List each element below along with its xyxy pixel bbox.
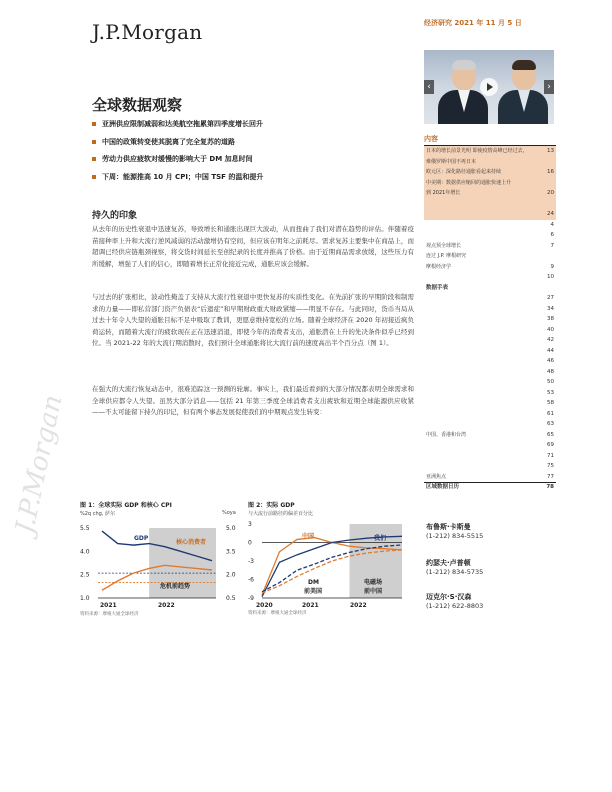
toc-item[interactable]: [424, 304, 556, 315]
report-date: 经济研究 2021 年 11 月 5 日: [424, 19, 522, 27]
toc-item-page: 71: [547, 452, 554, 459]
toc-item-label: 日本的增长前景光明 即使疫情高峰已经过去，: [426, 148, 528, 154]
toc-item-page: 4: [550, 221, 554, 228]
toc-item[interactable]: [424, 335, 556, 346]
analyst-contact: [426, 522, 556, 541]
toc-item[interactable]: [424, 178, 556, 189]
x-tick-label: 2021: [302, 602, 319, 609]
body-paragraph: 从去年的历史性衰退中迅速复苏，导致增长和通胀出现巨大波动，从而扭曲了我们对潜在趋势的评估。伴随着疫苗接种率上升和大流行逆风减弱的活动激增仍有空间，但应该在明年之前耗尽。需求复苏主要集中在商品上，而超调已经供应链瓶颈视察，将交货时间延长至创纪录的长度并推高了价格。由于近期商品需求放缓，这些压力有所缓解，增强了人们的信心，即随着增长正常化接近完成，通胀应该会缓解。: [92, 225, 414, 268]
x-tick-label: 2020: [256, 602, 273, 609]
y2-tick-label: 3.5: [226, 548, 236, 556]
us-series-label: 我们: [374, 535, 387, 542]
toc-item-page: 27: [547, 295, 554, 301]
analyst-name: 约瑟夫·卢普顿: [426, 559, 471, 567]
gdp-series-label: GDP: [134, 535, 149, 542]
toc-item-label: 连过 J.P. 摩根研究: [426, 253, 467, 259]
key-point: 亚洲供应限制减弱和达美航空拖累第四季度增长回升: [92, 120, 412, 129]
figure-1-left-unit: %2q chg, 萨尔: [80, 511, 115, 517]
y-tick-label: 2.5: [80, 571, 90, 579]
toc-item[interactable]: [424, 409, 556, 420]
toc-item[interactable]: [424, 451, 556, 462]
dm-series-label: DM: [308, 579, 319, 586]
em-series-label-line2: 前中国: [364, 588, 383, 595]
jpmorgan-logo: J.P.Morgan: [92, 20, 203, 44]
toc-item-page: 42: [547, 337, 554, 343]
toc-item-label: 亚洲焦点: [426, 473, 447, 480]
toc-item[interactable]: [424, 220, 556, 231]
section-title: 持久的印象: [92, 211, 138, 221]
toc-item-page: 75: [547, 463, 554, 469]
toc-item[interactable]: [424, 377, 556, 388]
toc-item-page: 48: [547, 368, 554, 375]
y-tick-label: -6: [248, 576, 254, 584]
toc-item-label: 中国、香港和台湾: [426, 431, 467, 438]
toc-item-label: 区域数据日历: [426, 484, 460, 490]
toc-item[interactable]: [424, 482, 556, 493]
trend-label: 危机前趋势: [160, 583, 191, 590]
toc-item-page: 77: [547, 473, 554, 480]
toc-item-page: 78: [546, 484, 554, 490]
y2-tick-label: 5.0: [226, 525, 236, 532]
toc-item-page: 61: [547, 410, 554, 417]
toc-item[interactable]: [424, 293, 556, 304]
analyst-contact: [426, 558, 556, 577]
body-paragraph: 在强大的大流行恢复动态中，很难追踪这一预测的轮廓。事实上，我们最近看到的大部分情况都表明全球需求和全球供应都令人失望。虽然大部分消息——包括 21 年第三季度全球消费者支出疲软和近期全球能源供应收紧——不太可能留下持久的印记，但有两个事态发展促使我们的中期观点发生转变：: [92, 385, 414, 416]
y2-tick-label: 0.5: [226, 595, 236, 602]
toc-title: 内容: [424, 135, 438, 143]
key-point: 下周：能源推高 10 月 CPI；中国 TSF 的温和提升: [92, 173, 412, 182]
toc-item-label: 摩根经济学: [426, 263, 452, 270]
toc-item-label: 中美期：数据供应缩回的通胀快速上升: [426, 179, 512, 186]
toc-item-page: 40: [547, 326, 554, 333]
analyst-name: 迈克尔·S·汉森: [426, 593, 472, 601]
toc-item-label: 观点预全球增长: [426, 242, 462, 249]
toc-item[interactable]: [424, 188, 556, 199]
play-icon[interactable]: [480, 78, 498, 96]
toc-item[interactable]: [424, 325, 556, 336]
toc-item[interactable]: [424, 440, 556, 451]
toc-item-label: 难俄罗斯中国不再日本: [426, 158, 477, 165]
figure-1-title: 图 1：全球实际 GDP 和核心 CPI: [80, 502, 172, 509]
figure-2-chart: [246, 518, 412, 610]
toc-item-label: 欧元区：深化路径通胀看起来持续: [426, 169, 502, 175]
toc-item-page: 53: [547, 389, 554, 396]
figure-1-chart: [76, 518, 244, 612]
toc-item-page: 46: [547, 358, 554, 364]
analyst-name: 布鲁斯·卡斯曼: [426, 523, 471, 531]
toc-item-page: 58: [547, 400, 554, 406]
y-tick-label: 1.0: [80, 595, 90, 602]
china-series-label: 中国: [302, 533, 315, 540]
y-tick-label: -9: [248, 595, 254, 602]
toc-item-page: 6: [550, 232, 554, 238]
toc-item-page: 34: [547, 305, 554, 312]
toc-item-page: 10: [547, 274, 554, 280]
video-thumbnail[interactable]: [424, 50, 554, 124]
y-tick-label: 5.5: [80, 525, 90, 532]
toc-item[interactable]: [424, 283, 556, 294]
page-title: 全球数据观察: [92, 96, 183, 114]
toc-divider-bottom: [424, 482, 556, 483]
key-point: 中国的政策转变使其脱离了完全复苏的道路: [92, 138, 412, 147]
dm-series-label-line2: 前美国: [304, 588, 323, 595]
next-arrow-icon[interactable]: ›: [544, 80, 554, 94]
toc-item-label: 数据手表: [426, 284, 449, 291]
toc-item[interactable]: [424, 388, 556, 399]
cpi-series-label: 核心消费者: [176, 539, 207, 546]
toc-item[interactable]: [424, 346, 556, 357]
toc-item[interactable]: [424, 199, 556, 210]
toc-item-page: 24: [547, 211, 554, 217]
toc-item[interactable]: [424, 146, 556, 157]
x-tick-label: 2021: [100, 602, 117, 609]
figure-2-source: 资料来源：摩根大通全球经济: [248, 611, 307, 616]
toc-item-page: 16: [547, 169, 554, 175]
toc-item-page: 38: [547, 316, 554, 322]
y2-tick-label: 2.0: [226, 571, 236, 579]
y-tick-label: 3: [248, 521, 252, 528]
toc-item[interactable]: [424, 367, 556, 378]
toc-item[interactable]: [424, 461, 556, 472]
table-of-contents: [424, 146, 556, 493]
key-point: 劳动力供应疲软对缓慢的影响大于 DM 加息时间: [92, 155, 412, 164]
jpmorgan-watermark: J.P.Morgan: [10, 392, 69, 537]
toc-item-label: 到 2021年增长: [426, 190, 461, 196]
analyst-phone: (1-212) 834-5735: [426, 568, 484, 576]
toc-item-page: 9: [550, 263, 554, 270]
toc-item[interactable]: [424, 167, 556, 178]
figure-2-title: 图 2：实际 GDP: [248, 502, 295, 509]
toc-item[interactable]: [424, 241, 556, 252]
toc-item[interactable]: [424, 430, 556, 441]
body-paragraph: 与过去的扩张相比，波动性掩盖了支持从大流行性衰退中更快复苏的实质性变化。在先前扩张的早期阶段和制需求的力量——即私营部门资产负债表“后遗症”和早期财政重大财政紧缩——明显不存在。与此同时，货币当局从过去十年令人失望的通胀目标不足中吸取了教训，更愿意维持宽松的立场。随着全球经济在 2020 年初接近疯负荷运转，而随着大流行的疲软现在正在迅速消退，即使今年的消费者支出，通胀潜在上升的先决条件似乎已经到位。当 2021-22 年的大流行期消散时，我们预计全球通胀将比大流行前的速度高出半个百分点（图 1）。: [92, 293, 414, 347]
previous-arrow-icon[interactable]: ‹: [424, 80, 434, 94]
toc-item[interactable]: [424, 157, 556, 168]
toc-item[interactable]: [424, 314, 556, 325]
figure-2-subtitle: 与大流行前路径的偏差百分比: [248, 511, 314, 517]
toc-item-page: 7: [550, 242, 554, 249]
toc-item[interactable]: [424, 262, 556, 273]
toc-item[interactable]: [424, 272, 556, 283]
toc-item-page: 50: [547, 379, 554, 385]
figure-1-source: 资料来源：摩根大通全球经济: [80, 612, 139, 617]
analyst-photo-right: [498, 58, 548, 124]
toc-item-page: 20: [547, 190, 554, 196]
em-series-label: 电磁场: [364, 579, 383, 586]
toc-item[interactable]: [424, 230, 556, 241]
toc-item-page: 13: [547, 148, 554, 154]
analyst-contact: [426, 592, 556, 611]
toc-item[interactable]: [424, 472, 556, 483]
analyst-phone: (1-212) 622-8803: [426, 602, 484, 610]
x-tick-label: 2022: [158, 602, 175, 609]
y-tick-label: 4.0: [80, 548, 90, 556]
toc-item-page: 65: [547, 431, 554, 438]
toc-item[interactable]: [424, 209, 556, 220]
toc-item[interactable]: [424, 419, 556, 430]
toc-item-page: 69: [547, 442, 554, 448]
y-tick-label: -3: [248, 558, 254, 565]
figure-1-right-unit: %oya: [222, 510, 236, 516]
toc-item-page: 63: [547, 421, 554, 427]
toc-item-page: 44: [547, 347, 554, 354]
analyst-phone: (1-212) 834-5515: [426, 532, 484, 540]
y-tick-label: 0: [248, 539, 252, 547]
key-points-list: [92, 120, 412, 190]
toc-item[interactable]: [424, 356, 556, 367]
x-tick-label: 2022: [350, 602, 367, 609]
toc-item[interactable]: [424, 251, 556, 262]
toc-item[interactable]: [424, 398, 556, 409]
